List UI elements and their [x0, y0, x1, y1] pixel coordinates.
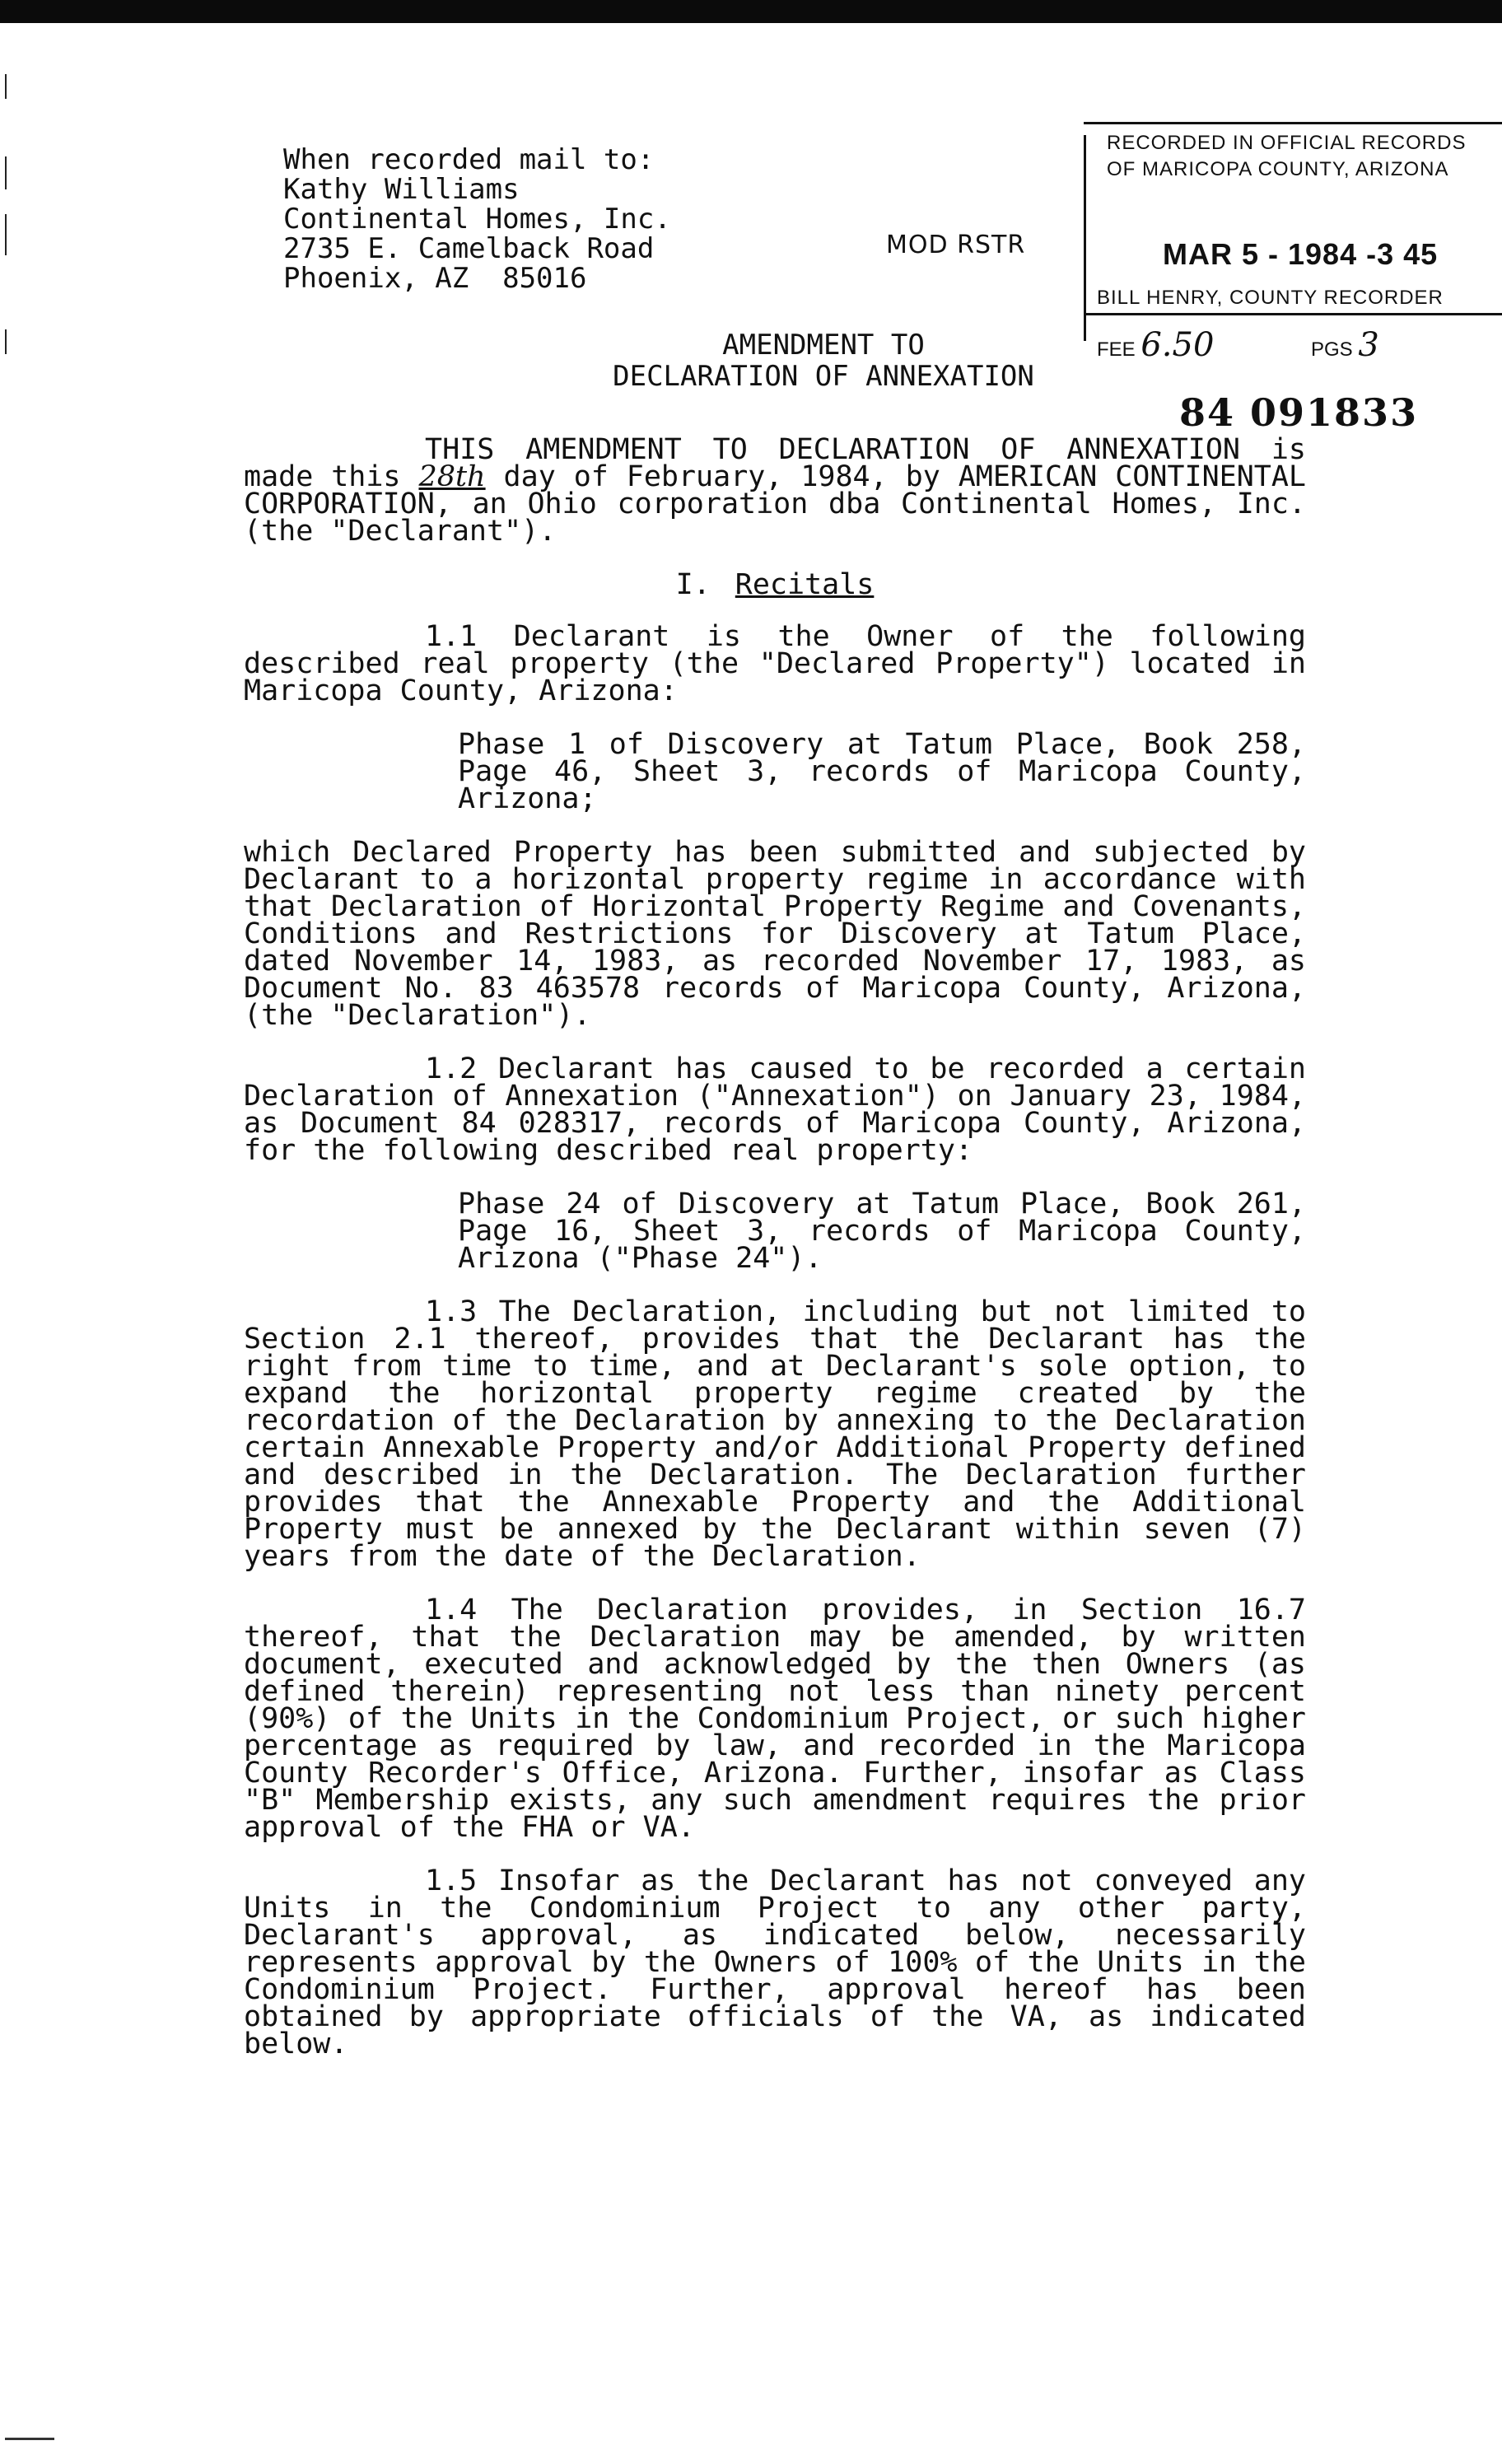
intro-part-1: THIS AMENDMENT TO DECLARATION OF ANNEXATION is made this [244, 433, 1306, 493]
document-body [244, 433, 1306, 2084]
intro-day: 28th [418, 460, 486, 493]
intro-paragraph [244, 433, 1306, 548]
mail-to-line: When recorded mail to: [283, 143, 655, 176]
mail-to-line: Continental Homes, Inc. [283, 203, 671, 236]
mail-to-line: 2735 E. Camelback Road [283, 232, 655, 265]
paragraph-1-3: 1.3 The Declaration, including but not limited to Section 2.1 thereof, provides that the Declarant has the right from time to time, and at Declarant's sole option, to expand the horizontal property regime created by the recordation of the Declaration by annexing to the Declaration certain Annexable Property and/or Additional Property defined and described in the Declaration. The Declaration further provides that the Annexable Property and the Additional Property must be annexed by the Declarant within seven (7) years from the date of the Declaration. [244, 1295, 1306, 1573]
stamp-top-rule [1084, 122, 1502, 124]
mail-to-address-block [283, 145, 671, 293]
stamp-line-2: OF MARICOPA COUNTY, ARIZONA [1107, 158, 1449, 180]
stamp-pgs-label: PGS [1311, 338, 1353, 361]
stamp-fee [1097, 326, 1214, 364]
title-line-2: DECLARATION OF ANNEXATION [613, 360, 1034, 393]
mod-rstr-stamp: MOD RSTR [886, 231, 1026, 259]
stamp-recorder: BILL HENRY, COUNTY RECORDER [1097, 287, 1444, 309]
phase-24-description: Phase 24 of Discovery at Tatum Place, Book 261, Page 16, Sheet 3, records of Maricopa County, Arizona ("Phase 24"). [458, 1188, 1306, 1275]
stamp-left-rule [1084, 135, 1086, 341]
scan-edge-marks [5, 66, 38, 2454]
document-number: 84 091833 [1179, 390, 1419, 435]
scan-bottom-mark [5, 2438, 54, 2440]
scan-top-border [0, 0, 1502, 23]
paragraph-1-4: 1.4 The Declaration provides, in Section 16.7 thereof, that the Declaration may be amended, by written document, executed and acknowledged by the then Owners (as defined therein) representing not less than ninety percent (90%) of the Units in the Condominium Project, or such higher percentage as required by law, and recorded in the Maricopa County Recorder's Office, Arizona. Further, insofar as Class "B" Membership exists, any such amendment requires the prior approval of the FHA or VA. [244, 1594, 1306, 1844]
intro-part-2: day of February, 1984, by AMERICAN CONTINENTAL CORPORATION, an Ohio corporation dba Continental Homes, Inc. (the "Declarant"). [244, 460, 1306, 548]
paragraph-1-2: 1.2 Declarant has caused to be recorded a certain Declaration of Annexation ("Annexation") on January 23, 1984, as Document 84 028317, records of Maricopa County, Arizona, for the following described real property: [244, 1052, 1306, 1167]
stamp-date: MAR 5 - 1984 -3 45 [1163, 237, 1439, 271]
stamp-mid-rule [1084, 313, 1502, 315]
title-line-1: AMENDMENT TO [722, 329, 925, 362]
mail-to-line: Phoenix, AZ 85016 [283, 262, 587, 295]
stamp-fee-label: FEE [1097, 338, 1136, 361]
recorder-stamp [1084, 122, 1502, 364]
document-title [543, 329, 1103, 392]
mail-to-line: Kathy Williams [283, 173, 520, 206]
stamp-fee-value: 6.50 [1140, 326, 1215, 364]
section-heading [244, 568, 1306, 601]
stamp-pgs-value: 3 [1358, 326, 1379, 364]
paragraph-1-1-continued: which Declared Property has been submitted and subjected by Declarant to a horizontal property regime in accordance with that Declaration of Horizontal Property Regime and Covenants, Conditions and Restrictions for Discovery at Tatum Place, dated November 14, 1983, as recorded November 17, 1983, as Document No. 83 463578 records of Maricopa County, Arizona, (the "Declaration"). [244, 836, 1306, 1032]
paragraph-1-5: 1.5 Insofar as the Declarant has not conveyed any Units in the Condominium Project to any other party, Declarant's approval, as indicated below, necessarily represents approval by the Owners of 100% of the Units in the Condominium Project. Further, approval hereof has been obtained by appropriate officials of the VA, as indicated below. [244, 1864, 1306, 2060]
phase-1-description: Phase 1 of Discovery at Tatum Place, Book 258, Page 46, Sheet 3, records of Maricopa County, Arizona; [458, 728, 1306, 815]
stamp-pages [1311, 326, 1379, 364]
section-number: I. [675, 568, 711, 601]
section-label: Recitals [735, 568, 875, 601]
paragraph-1-1: 1.1 Declarant is the Owner of the following described real property (the "Declared Property") located in Maricopa County, Arizona: [244, 620, 1306, 707]
stamp-line-1: RECORDED IN OFFICIAL RECORDS [1107, 132, 1467, 154]
